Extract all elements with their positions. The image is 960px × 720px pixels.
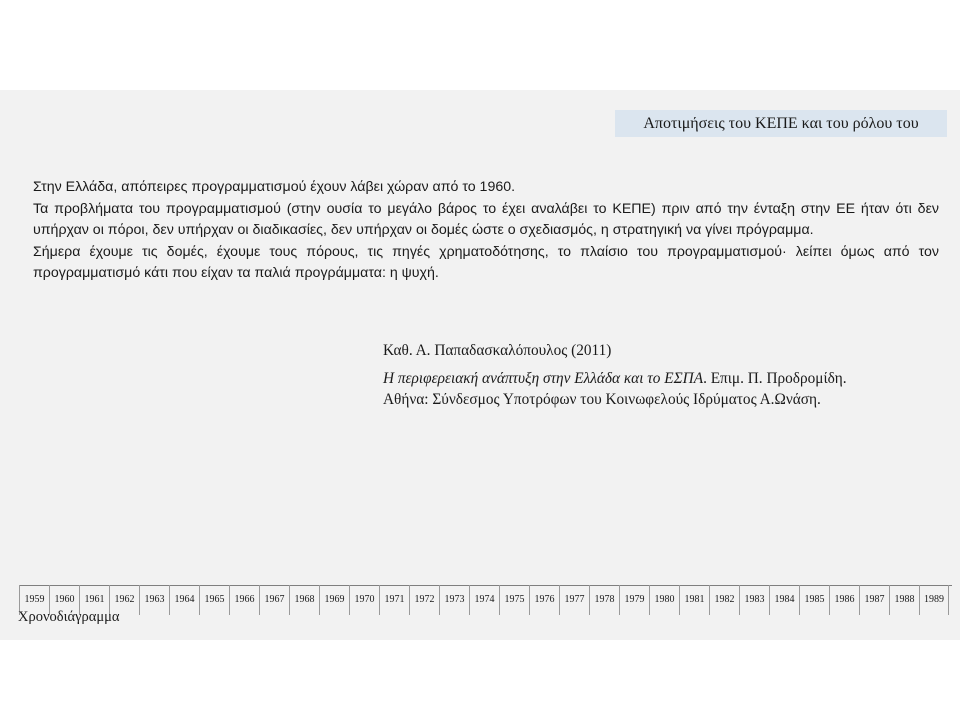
timeline-year	[859, 585, 889, 615]
timeline-year	[919, 585, 949, 615]
timeline-year-label: 1987	[864, 594, 885, 605]
timeline-year-label: 1963	[144, 594, 165, 605]
timeline-year-label: 1961	[84, 594, 105, 605]
timeline-year	[529, 585, 559, 615]
section-tag: Αποτιμήσεις του ΚΕΠΕ και του ρόλου του	[615, 110, 947, 137]
timeline-year-label: 1959	[24, 594, 45, 605]
timeline-year	[829, 585, 859, 615]
timeline-year	[349, 585, 379, 615]
timeline-year	[259, 585, 289, 615]
timeline-year-label: 1976	[534, 594, 555, 605]
timeline-year	[199, 585, 229, 615]
timeline-year-label: 1960	[54, 594, 75, 605]
timeline-year	[469, 585, 499, 615]
timeline-year	[139, 585, 169, 615]
timeline-year	[769, 585, 799, 615]
timeline-year	[619, 585, 649, 615]
timeline-year	[559, 585, 589, 615]
timeline-year-label: 1970	[354, 594, 375, 605]
citation	[383, 340, 943, 410]
quote-paragraph: Τα προβλήματα του προγραμματισμού (στην ουσία το μεγάλο βάρος το έχει αναλάβει το ΚΕΠΕ) πριν από την ένταξη στην ΕΕ ήταν ότι δεν υπήρχαν οι πόροι, δεν υπήρχαν οι διαδικασίες, δεν υπήρχαν οι δομές ώστε ο σχεδιασμός, η στρατηγική να γίνει πρόγραμμα.	[33, 200, 939, 238]
timeline-year	[229, 585, 259, 615]
timeline-year-label: 1972	[414, 594, 435, 605]
timeline-year-label: 1964	[174, 594, 195, 605]
timeline-year-label: 1980	[654, 594, 675, 605]
timeline-year-label: 1974	[474, 594, 495, 605]
timeline-year-label: 1975	[504, 594, 525, 605]
timeline-year	[289, 585, 319, 615]
timeline-year-label: 1977	[564, 594, 585, 605]
timeline-year-label: 1981	[684, 594, 705, 605]
citation-book-title: Η περιφερειακή ανάπτυξη στην Ελλάδα και το ΕΣΠΑ	[383, 370, 704, 387]
timeline-year-label: 1968	[294, 594, 315, 605]
citation-editor: . Επιμ. Π. Προδρομίδη.	[703, 370, 847, 387]
timeline-year	[499, 585, 529, 615]
timeline-year-label: 1988	[894, 594, 915, 605]
timeline-year	[889, 585, 919, 615]
timeline-year-label: 1973	[444, 594, 465, 605]
timeline-year-label: 1967	[264, 594, 285, 605]
timeline	[19, 585, 952, 615]
timeline-year	[679, 585, 709, 615]
timeline-year-label: 1969	[324, 594, 345, 605]
citation-publisher: Αθήνα: Σύνδεσμος Υποτρόφων του Κοινωφελούς Ιδρύματος Α.Ωνάση.	[383, 391, 821, 408]
timeline-year-label: 1982	[714, 594, 735, 605]
timeline-year-label: 1985	[804, 594, 825, 605]
timeline-year-label: 1962	[114, 594, 135, 605]
timeline-year-label: 1984	[774, 594, 795, 605]
timeline-year-label: 1983	[744, 594, 765, 605]
timeline-year-label: 1986	[834, 594, 855, 605]
timeline-label: Χρονοδιάγραμμα	[18, 609, 120, 625]
timeline-year	[709, 585, 739, 615]
timeline-years	[19, 585, 952, 615]
timeline-year	[589, 585, 619, 615]
quote-paragraph: Στην Ελλάδα, απόπειρες προγραμματισμού έχουν λάβει χώραν από το 1960.	[33, 179, 516, 195]
timeline-year	[799, 585, 829, 615]
timeline-year-label: 1989	[924, 594, 944, 605]
timeline-year-label: 1966	[234, 594, 255, 605]
quote-paragraph: Σήμερα έχουμε τις δομές, έχουμε τους πόρους, τις πηγές χρηματοδότησης, το πλαίσιο του προγραμματισμού· λείπει όμως από τον προγραμματισμό κάτι που είχαν τα παλιά προγράμματα: η ψυχή.	[33, 243, 939, 281]
citation-source	[383, 368, 943, 389]
timeline-year	[739, 585, 769, 615]
timeline-year-label: 1978	[594, 594, 615, 605]
citation-author: Καθ. Α. Παπαδασκαλόπουλος (2011)	[383, 342, 612, 359]
timeline-year	[409, 585, 439, 615]
timeline-year	[439, 585, 469, 615]
timeline-year-label: 1971	[384, 594, 405, 605]
timeline-year	[649, 585, 679, 615]
timeline-year	[319, 585, 349, 615]
timeline-year-label: 1965	[204, 594, 225, 605]
quote-block	[33, 177, 939, 285]
timeline-year	[379, 585, 409, 615]
slide	[0, 90, 960, 640]
timeline-year-label: 1979	[624, 594, 645, 605]
timeline-year	[169, 585, 199, 615]
